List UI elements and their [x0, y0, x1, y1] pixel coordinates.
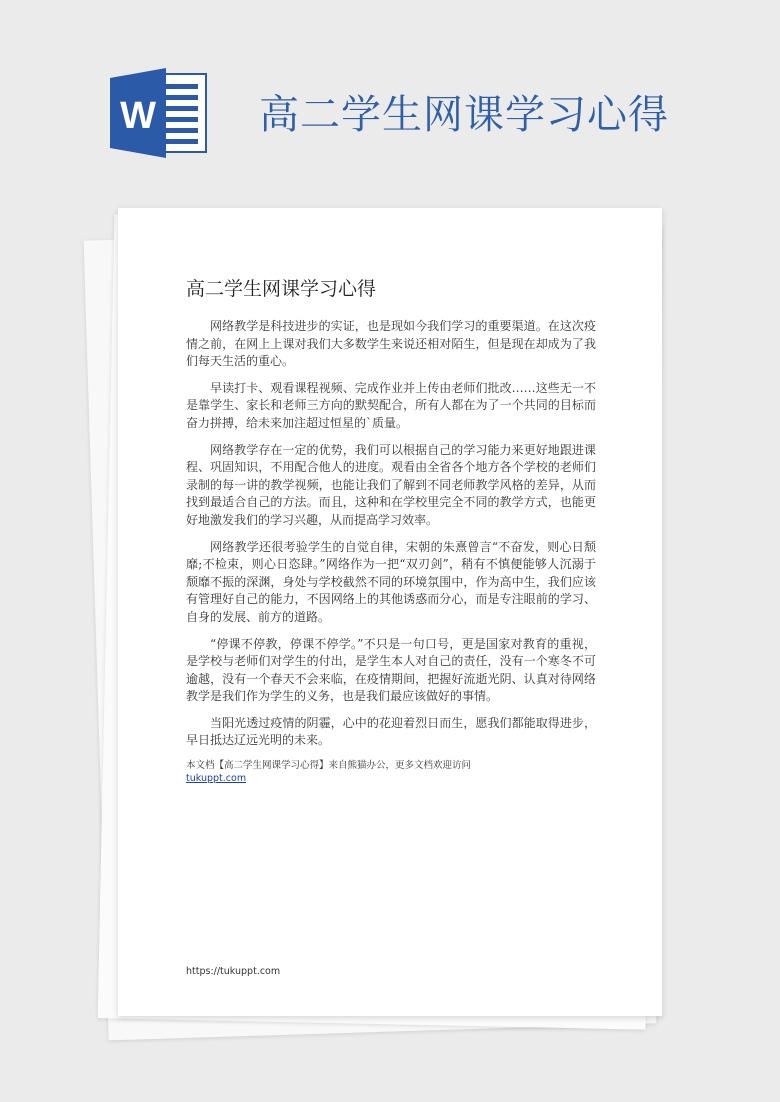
- paragraph-2: 早读打卡、观看课程视频、完成作业并上传由老师们批改……这些无一不是靠学生、家长和老师三方向的默契配合，所有人都在为了一个共同的目标而奋力拼搏，给未来加注超过恒星的`质量。: [186, 380, 596, 430]
- document-title: 高二学生网课学习心得: [186, 278, 377, 300]
- document-body: [186, 318, 596, 785]
- source-link[interactable]: tukuppt.com: [186, 773, 247, 785]
- paragraph-5: “停课不停教，停课不停学。”不只是一句口号，更是国家对教育的重视，是学校与老师们对学生的付出，是学生本人对自己的责任，没有一个寒冬不可逾越，没有一个春天不会来临，在疫情期间，把握好流逝光阴、认真对待网络教学是我们作为学生的义务，也是我们最应该做好的事情。: [186, 636, 596, 704]
- source-note: 本文档【高二学生网课学习心得】来自熊猫办公，更多文档欢迎访问: [186, 760, 472, 772]
- paragraph-4: 网络教学还很考验学生的自觉自律，宋朝的朱熹曾言“不奋发，则心日颓靡;不检束，则心日恣肆。”网络作为一把“双刃剑”，稍有不慎便能够人沉溺于颓靡不振的深渊，身处与学校截然不同的环境氛围中，作为高中生，我们应该有管理好自己的能力，不因网络上的其他诱惑而分心，而是专注眼前的学习、自身的发展、前方的道路。: [186, 539, 596, 624]
- word-document-icon: [110, 68, 208, 158]
- logo-letter: W: [120, 95, 156, 137]
- hero-title: 高二学生网课学习心得: [259, 92, 669, 138]
- footer-url: https://tukuppt.com: [186, 966, 281, 977]
- paragraph-1: 网络教学是科技进步的实证，也是现如今我们学习的重要渠道。在这次疫情之前，在网上上课对我们大多数学生来说还相对陌生，但是现在却成为了我们每天生活的重心。: [186, 319, 596, 369]
- paragraph-6: 当阳光透过疫情的阴霾，心中的花迎着烈日而生，愿我们都能取得进步，早日抵达辽远光明的未来。: [186, 715, 596, 748]
- paragraph-3: 网络教学存在一定的优势，我们可以根据自己的学习能力来更好地跟进课程、巩固知识，不用配合他人的进度。观看由全省各个地方各个学校的老师们录制的每一讲的教学视频，也能让我们了解到不同老师教学风格的差异，从而找到最适合自己的方法。而且，这种和在学校里完全不同的教学方式，也能更好地激发我们的学习兴趣，从而提高学习效率。: [186, 442, 596, 527]
- document-page: [118, 208, 662, 1016]
- word-logo: [110, 68, 208, 158]
